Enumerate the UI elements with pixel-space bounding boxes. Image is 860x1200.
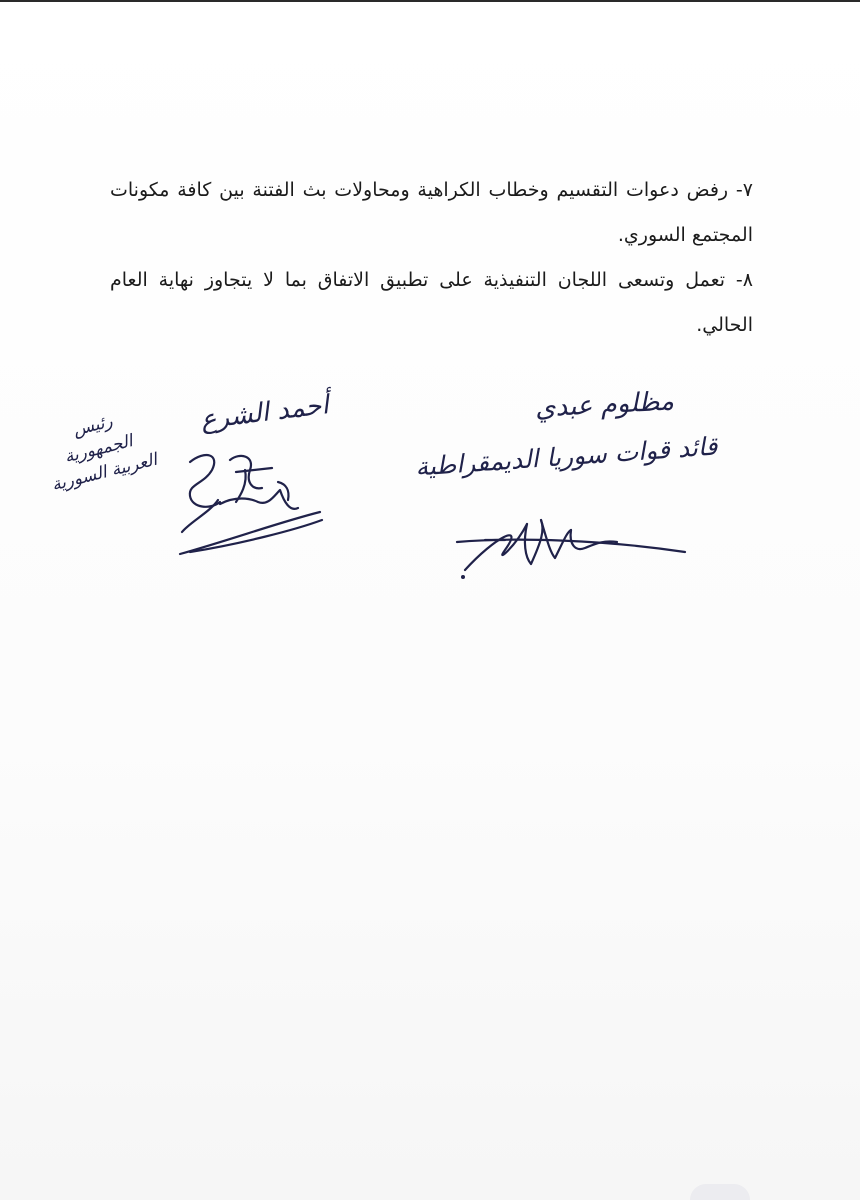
signatory-name-left: أحمد الشرع — [199, 390, 331, 436]
signature-scrawl-right — [355, 372, 705, 587]
clause-8: ٨- تعمل وتسعى اللجان التنفيذية على تطبيق الاتفاق بما لا يتجاوز نهاية العام الحالي. — [110, 269, 753, 336]
signatory-name-right: مظلوم عبدي — [534, 386, 675, 424]
signatory-title-right: قائد قوات سوريا الديمقراطية — [414, 431, 719, 482]
signature-block-right — [355, 372, 719, 587]
signatory-title-left: رئيس الجمهورية العربية السورية — [49, 411, 160, 496]
document-page — [0, 2, 860, 1200]
signature-block-left — [40, 372, 330, 572]
corner-watermark — [690, 1184, 750, 1200]
clauses-section — [110, 168, 753, 348]
clause-7: ٧- رفض دعوات التقسيم وخطاب الكراهية ومحاولات بث الفتنة بين كافة مكونات المجتمع السوري. — [110, 179, 753, 246]
signature-scrawl-left — [40, 372, 330, 572]
